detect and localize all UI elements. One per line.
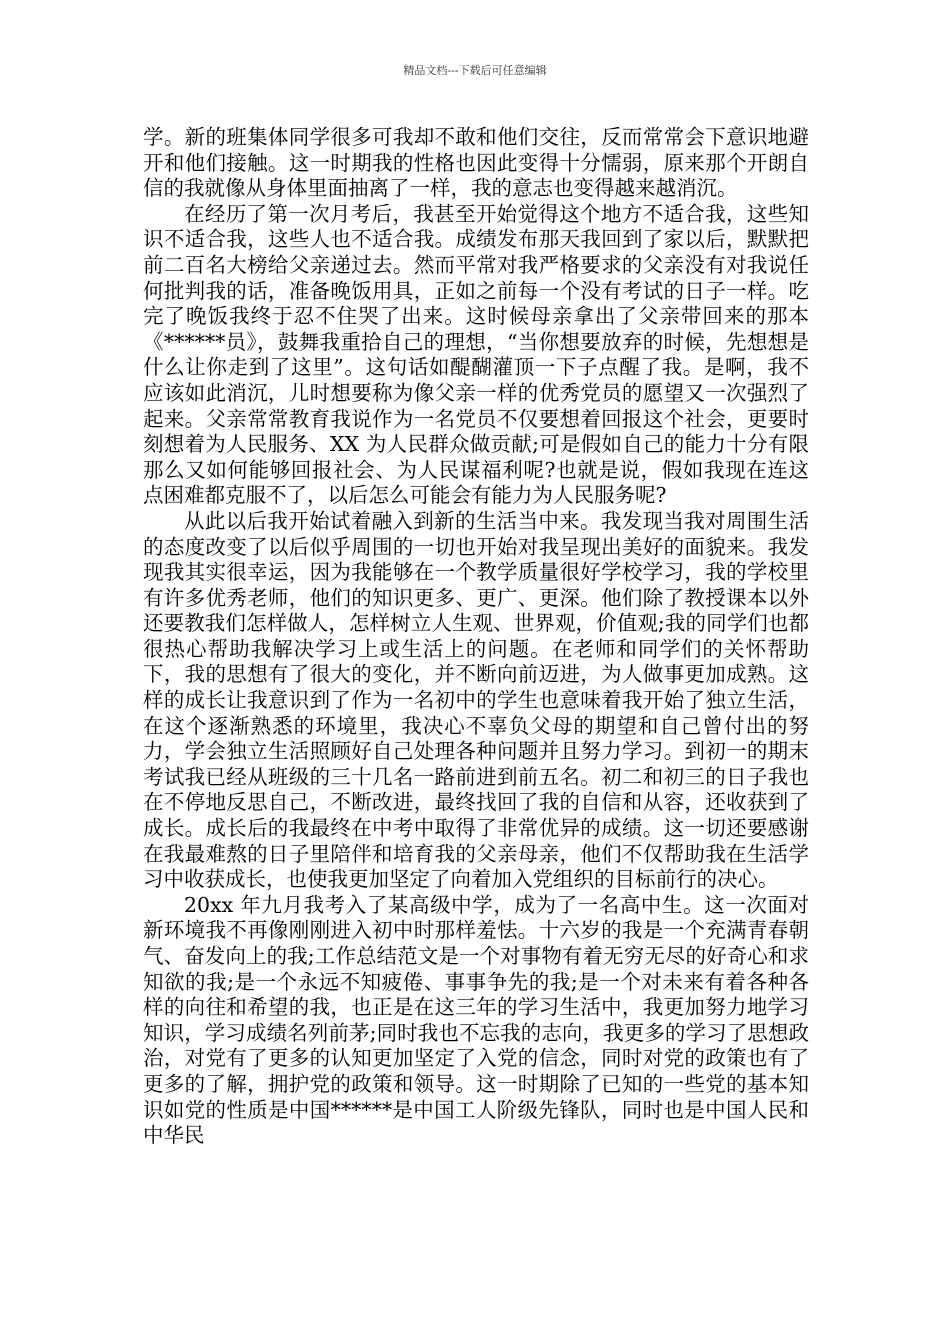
paragraph-2: 在经历了第一次月考后，我甚至开始觉得这个地方不适合我，这些知识不适合我，这些人也不适合我。成绩发布那天我回到了家以后，默默把前二百名大榜给父亲递过去。然而平常对我严格要求的父亲没有对我说任何批判我的话，准备晚饭用具，正如之前每一个没有考试的日子一样。吃完了晚饭我终于忍不住哭了出来。这时候母亲拿出了父亲带回来的那本《******员》，鼓舞我重拾自己的理想，“当你想要放弃的时候，先想想是什么让你走到了这里”。这句话如醍醐灌顶一下子点醒了我。是啊，我不应该如此消沉，儿时想要称为像父亲一样的优秀党员的愿望又一次强烈了起来。父亲常常教育我说作为一名党员不仅要想着回报这个社会，更要时刻想着为人民服务、XX 为人民群众做贡献;可是假如自己的能力十分有限那么又如何能够回报社会、为人民谋福利呢?也就是说，假如我现在连这点困难都克服不了，以后怎么可能会有能力为人民服务呢? — [143, 201, 809, 508]
document-body — [143, 125, 809, 1149]
paragraph-4: 20xx 年九月我考入了某高级中学，成为了一名高中生。这一次面对新环境我不再像刚刚进入初中时那样羞怯。十六岁的我是一个充满青春朝气、奋发向上的我;工作总结范文是一个对事物有着无穷无尽的好奇心和求知欲的我;是一个永远不知疲倦、事事争先的我;是一个对未来有着各种各样的向往和希望的我，也正是在这三年的学习生活中，我更加努力地学习知识，学习成绩名列前茅;同时我也不忘我的志向，我更多的学习了思想政治，对党有了更多的认知更加坚定了入党的信念，同时对党的政策也有了更多的了解，拥护党的政策和领导。这一时期除了已知的一些党的基本知识如党的性质是中国******是中国工人阶级先锋队，同时也是中国人民和中华民 — [143, 892, 809, 1148]
page-header: 精品文档---下载后可任意编辑 — [403, 64, 547, 77]
paragraph-3: 从此以后我开始试着融入到新的生活当中来。我发现当我对周围生活的态度改变了以后似乎周围的一切也开始对我呈现出美好的面貌来。我发现我其实很幸运，因为我能够在一个教学质量很好学校学习，我的学校里有许多优秀老师，他们的知识更多、更广、更深。他们除了教授课本以外还要教我们怎样做人，怎样树立人生观、世界观，价值观;我的同学们也都很热心帮助我解决学习上或生活上的问题。在老师和同学们的关怀帮助下，我的思想有了很大的变化，并不断向前迈进，为人做事更加成熟。这样的成长让我意识到了作为一名初中的学生也意味着我开始了独立生活，在这个逐渐熟悉的环境里，我决心不辜负父母的期望和自己曾付出的努力，学会独立生活照顾好自己处理各种问题并且努力学习。到初一的期末考试我已经从班级的三十几名一路前进到前五名。初二和初三的日子我也在不停地反思自己，不断改进，最终找回了我的自信和从容，还收获到了成长。成长后的我最终在中考中取得了非常优异的成绩。这一切还要感谢在我最难熬的日子里陪伴和培育我的父亲母亲，他们不仅帮助我在生活学习中收获成长，也使我更加坚定了向着加入党组织的目标前行的决心。 — [143, 508, 809, 892]
paragraph-1: 学。新的班集体同学很多可我却不敢和他们交往，反而常常会下意识地避开和他们接触。这一时期我的性格也因此变得十分懦弱，原来那个开朗自信的我就像从身体里面抽离了一样，我的意志也变得越来越消沉。 — [143, 125, 809, 201]
